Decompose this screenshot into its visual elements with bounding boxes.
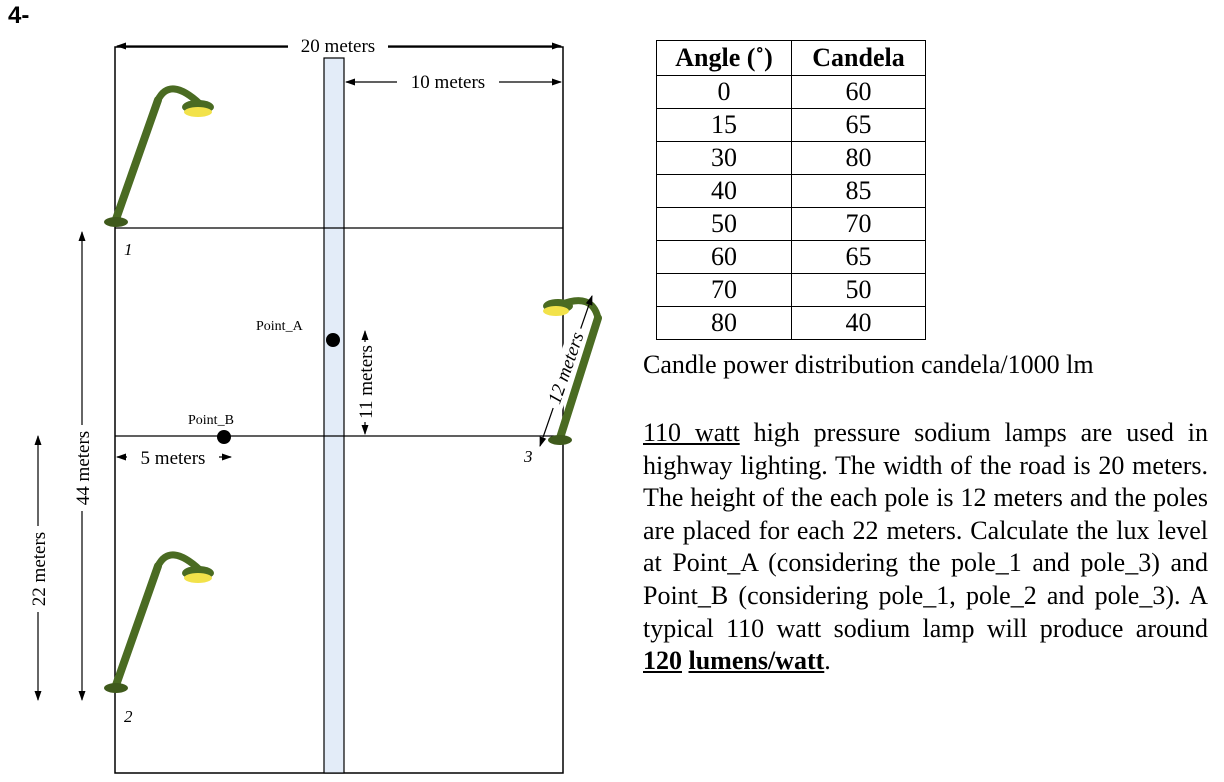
table-row [657, 142, 926, 175]
spacing-22-label: 22 meters [29, 531, 50, 607]
problem-end: . [824, 646, 831, 676]
angle-cell: 50 [657, 208, 792, 241]
angle-cell: 80 [657, 307, 792, 340]
angle-cell: 0 [657, 76, 792, 109]
angle-cell: 15 [657, 109, 792, 142]
pole-1-lamp [104, 89, 214, 227]
table-header-row [657, 41, 926, 76]
point-a-marker [326, 333, 340, 347]
candela-cell: 65 [792, 109, 926, 142]
candela-cell: 70 [792, 208, 926, 241]
candela-cell: 50 [792, 274, 926, 307]
candela-header: Candela [792, 41, 926, 76]
table-row [657, 274, 926, 307]
question-number: 4- [8, 2, 30, 29]
angle-cell: 60 [657, 241, 792, 274]
candela-cell: 60 [792, 76, 926, 109]
table-row [657, 76, 926, 109]
table-row [657, 109, 926, 142]
pole-height-label: 12 meters [544, 329, 589, 407]
wattage-text: 110 watt [643, 418, 740, 447]
pole-1-label: 1 [124, 240, 133, 259]
pole-2-lamp [104, 555, 214, 693]
table-caption: Candle power distribution candela/1000 lm [643, 350, 1094, 379]
efficacy-unit: lumens/watt [688, 646, 825, 676]
point-b-label: Point_B [188, 413, 234, 428]
problem-body: high pressure sodium lamps are used in highway lighting. The width of the road is 20 meters. The height of the each pole is 12 meters and the poles are placed for each 22 meters. Calculate the lux level at Point_A (considering the pole_1 and pole_3) and Point_B (considering pole_1, pole_2 and pole_3). A typical 110 watt sodium lamp will produce around [643, 418, 1208, 643]
angle-cell: 30 [657, 142, 792, 175]
half-width-label: 10 meters [410, 72, 486, 93]
pole-2-label: 2 [124, 707, 133, 726]
table-row [657, 241, 926, 274]
candela-cell: 65 [792, 241, 926, 274]
vertical-11-label: 11 meters [356, 345, 377, 419]
table-row [657, 175, 926, 208]
table-row [657, 208, 926, 241]
efficacy-number: 120 [643, 646, 682, 676]
angle-cell: 70 [657, 274, 792, 307]
angle-cell: 40 [657, 175, 792, 208]
pole-3-label: 3 [524, 447, 533, 466]
point-b-marker [217, 430, 231, 444]
candela-cell: 40 [792, 307, 926, 340]
candela-table [656, 40, 926, 340]
angle-header: Angle (˚) [657, 41, 792, 76]
problem-statement [643, 417, 1208, 678]
offset-label: 5 meters [140, 448, 206, 469]
median-strip [324, 58, 344, 773]
candela-cell: 85 [792, 175, 926, 208]
point-a-label: Point_A [256, 319, 303, 334]
candela-cell: 80 [792, 142, 926, 175]
table-row [657, 307, 926, 340]
road-width-label: 20 meters [300, 36, 376, 57]
spacing-44-label: 44 meters [73, 430, 94, 506]
